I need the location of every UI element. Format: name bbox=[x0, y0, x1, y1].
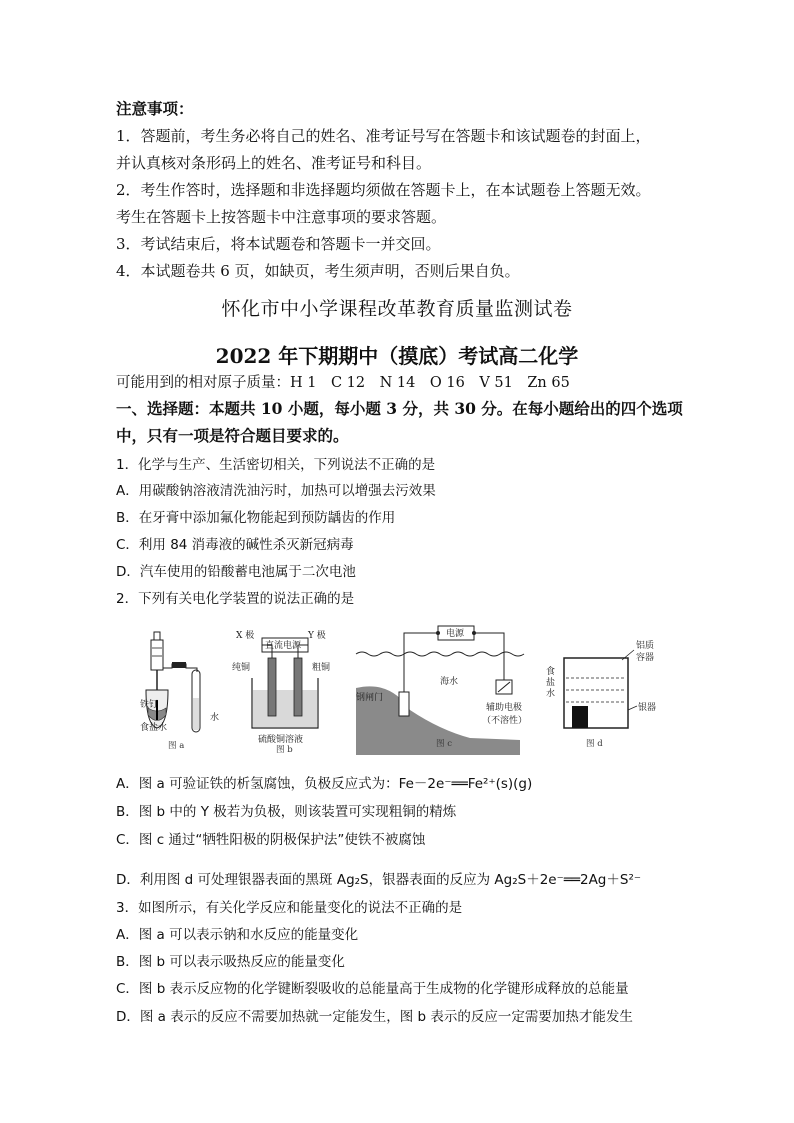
electrochem-figures bbox=[140, 620, 680, 755]
notice-line: 3．考试结束后，将本试题卷和答题卡一并交回。 bbox=[116, 235, 441, 253]
label-silverware: 银器 bbox=[638, 703, 657, 713]
q3-option-a: A．图 a 可以表示钠和水反应的能量变化 bbox=[116, 927, 359, 943]
label-brine-3: 水 bbox=[546, 689, 556, 699]
section-heading: 一、选择题：本题共 10 小题，每小题 3 分，共 30 分。在每小题给出的四个选项 bbox=[116, 399, 683, 418]
label-iron-nail: 铁钉 bbox=[140, 700, 159, 710]
label-container: 容器 bbox=[636, 653, 655, 663]
caption-b: 图 b bbox=[276, 745, 293, 755]
figure-c bbox=[356, 626, 527, 755]
q3-stem: 3．如图所示，有关化学反应和能量变化的说法不正确的是 bbox=[116, 900, 463, 916]
q1-option-a: A．用碳酸钠溶液清洗油污时，加热可以增强去污效果 bbox=[116, 483, 436, 499]
label-seawater: 海水 bbox=[440, 677, 459, 687]
q3-option-b: B．图 b 可以表示吸热反应的能量变化 bbox=[116, 954, 345, 970]
q1-option-c: C．利用 84 消毒液的碱性杀灭新冠病毒 bbox=[116, 537, 354, 553]
notice-line: 1．答题前，考生务必将自己的姓名、准考证号写在答题卡和该试题卷的封面上， bbox=[116, 127, 651, 145]
notice-line: 4．本试题卷共 6 页，如缺页，考生须声明，否则后果自负。 bbox=[116, 262, 520, 280]
label-aluminum: 铝质 bbox=[636, 641, 655, 651]
figure-a bbox=[140, 632, 219, 751]
caption-c: 图 c bbox=[436, 739, 452, 749]
q2-option-a: A．图 a 可验证铁的析氢腐蚀，负极反应式为：Fe－2e⁻══Fe²⁺(s)(g) bbox=[116, 776, 533, 792]
q1-option-d: D．汽车使用的铅酸蓄电池属于二次电池 bbox=[116, 564, 356, 580]
label-power: 电源 bbox=[446, 629, 465, 639]
notice-line: 2．考生作答时，选择题和非选择题均须做在答题卡上，在本试题卷上答题无效。 bbox=[116, 181, 651, 199]
q1-stem: 1．化学与生产、生活密切相关，下列说法不正确的是 bbox=[116, 457, 436, 473]
label-cuso4: 硫酸铜溶液 bbox=[258, 735, 304, 745]
label-pure-copper: 纯铜 bbox=[232, 663, 251, 673]
q2-option-c: C．图 c 通过“牺牲阳极的阴极保护法”使铁不被腐蚀 bbox=[116, 832, 426, 848]
q2-option-d: D．利用图 d 可处理银器表面的黑斑 Ag₂S，银器表面的反应为 Ag₂S＋2e⁻══2Ag＋S²⁻ bbox=[116, 872, 641, 888]
q3-option-c: C．图 b 表示反应物的化学键断裂吸收的总能量高于生成物的化学键形成释放的总能量 bbox=[116, 981, 629, 997]
q1-option-b: B．在牙膏中添加氟化物能起到预防龋齿的作用 bbox=[116, 510, 396, 526]
label-x-electrode: X 极 bbox=[236, 631, 255, 641]
exam-title: 怀化市中小学课程改革教育质量监测试卷 bbox=[221, 298, 573, 320]
label-insoluble: （不溶性） bbox=[482, 716, 528, 726]
notice-line: 并认真核对条形码上的姓名、准考证号和科目。 bbox=[116, 154, 432, 172]
notice-line: 考生在答题卡上按答题卡中注意事项的要求答题。 bbox=[116, 208, 447, 226]
label-aux-electrode: 辅助电极 bbox=[486, 703, 523, 713]
q2-stem: 2．下列有关电化学装置的说法正确的是 bbox=[116, 591, 355, 607]
figure-b bbox=[232, 629, 330, 755]
label-water: 水 bbox=[210, 713, 220, 723]
caption-d: 图 d bbox=[586, 739, 603, 749]
q3-option-d: D．图 a 表示的反应不需要加热就一定能发生，图 b 表示的反应一定需要加热才能发生 bbox=[116, 1009, 633, 1025]
exam-subtitle: 2022 年下期期中（摸底）考试高二化学 bbox=[215, 344, 579, 368]
q2-figures bbox=[140, 620, 680, 755]
label-y-electrode: Y 极 bbox=[308, 631, 326, 641]
label-steel-gate: 钢闸门 bbox=[356, 693, 384, 703]
figure-d bbox=[546, 639, 656, 749]
atomic-masses: 可能用到的相对原子质量：H 1 C 12 N 14 O 16 V 51 Zn 65 bbox=[116, 375, 570, 391]
label-dc-source: 直流电源 bbox=[265, 641, 302, 651]
label-crude-copper: 粗铜 bbox=[312, 663, 331, 673]
caption-a: 图 a bbox=[168, 741, 185, 751]
label-brine-2: 盐 bbox=[546, 678, 556, 688]
label-brine-1: 食 bbox=[546, 667, 556, 677]
section-heading: 中，只有一项是符合题目要求的。 bbox=[116, 426, 349, 445]
notice-heading: 注意事项： bbox=[116, 99, 194, 118]
q2-option-b: B．图 b 中的 Y 极若为负极，则该装置可实现粗铜的精炼 bbox=[116, 804, 457, 820]
label-brine: 食盐水 bbox=[140, 723, 168, 733]
